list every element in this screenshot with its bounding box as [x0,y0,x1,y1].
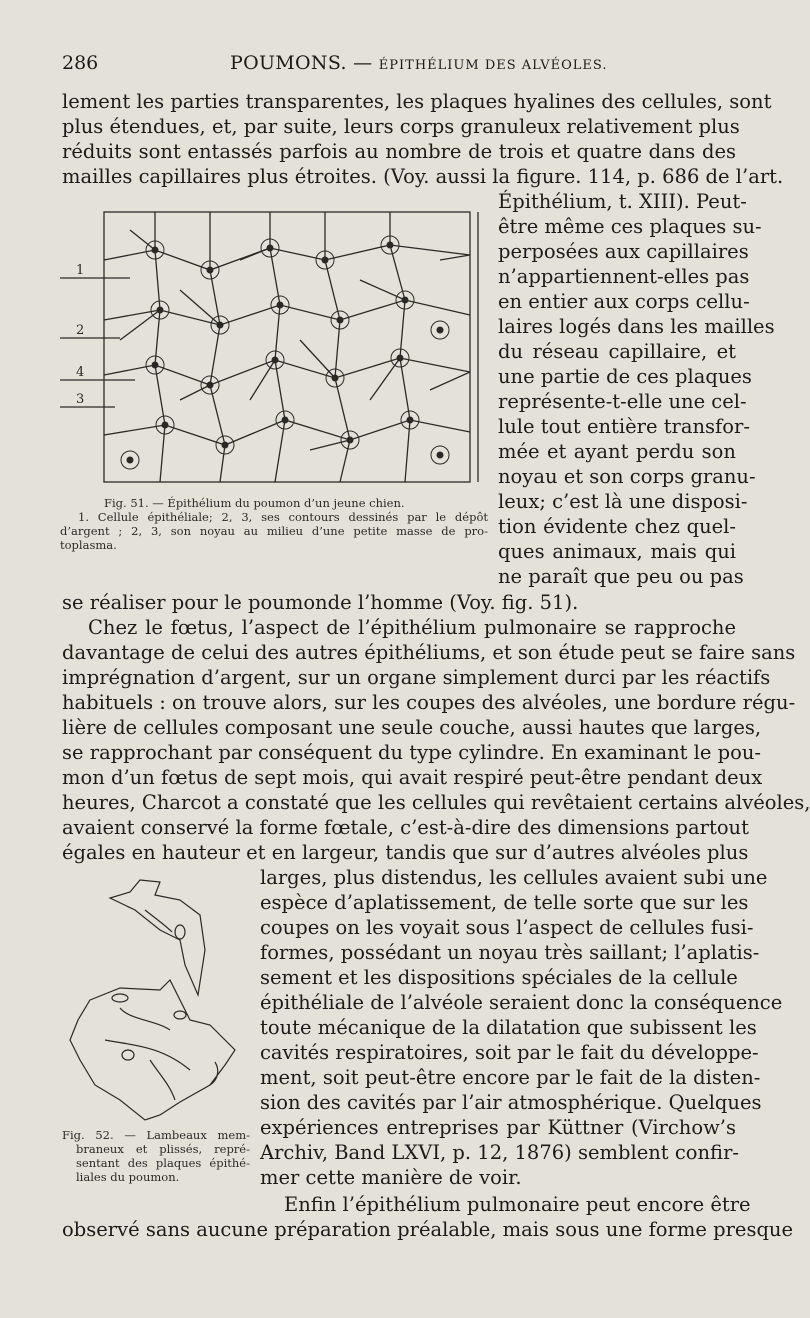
body-line: se réaliser pour le poumonde l’homme (Voy. fig. 51). [62,591,579,614]
running-header [62,52,738,82]
body-line: laires logés dans les mailles [498,315,775,338]
body-line: avaient conservé la forme fœtale, c’est-à-dire des dimensions partout [62,816,749,839]
body-line: noyau et son corps granu- [498,465,756,488]
fig51-caption-line: d’argent ; 2, 3, son noyau au milieu d’une petite masse de pro- [60,524,488,538]
fig51-network [104,212,470,482]
body-line: tion évidente chez quel- [498,515,736,538]
body-line: une partie de ces plaques [498,365,752,388]
body-line: toute mécanique de la dilatation que subissent les [260,1016,757,1039]
fig51-caption-line: toplasma. [60,538,117,552]
body-line: formes, possédant un noyau très saillant; l’aplatis- [260,941,760,964]
body-line: Enfin l’épithélium pulmonaire peut encore être [284,1193,751,1216]
body-line: ques animaux, mais qui [498,540,736,563]
body-line: du réseau capillaire, et [498,340,736,363]
body-line: Chez le fœtus, l’aspect de l’épithélium pulmonaire se rapproche [88,616,736,639]
fig51-cells [121,236,449,469]
figure-52-caption [62,1128,250,1184]
fig52-caption-line: braneux et plissés, repré- [76,1142,250,1156]
body-line: mon d’un fœtus de sept mois, qui avait respiré peut-être pendant deux [62,766,763,789]
fig51-label-4: 4 [76,365,85,380]
body-line: Archiv, Band LXVI, p. 12, 1876) semblent confir- [260,1141,739,1164]
body-line: perposées aux capillaires [498,240,749,263]
body-line: égales en hauteur et en largeur, tandis que sur d’autres alvéoles plus [62,841,749,864]
body-line: expériences entreprises par Küttner (Virchow’s [260,1116,736,1139]
fig51-caption-line: 1. Cellule épithéliale; 2, 3, ses contours dessinés par le dépôt [78,510,488,524]
body-line: leux; c’est là une disposi- [498,490,748,513]
body-line: sement et les dispositions spéciales de la cellule [260,966,738,989]
body-line: lule tout entière transfor- [498,415,750,438]
body-line: sion des cavités par l’air atmosphérique. Quelques [260,1091,762,1114]
body-line: ne paraît que peu ou pas [498,565,744,588]
figure-52-illustration [60,870,250,1130]
body-line: en entier aux corps cellu- [498,290,750,313]
fig51-label-2: 2 [76,323,85,338]
running-title [230,52,608,74]
body-line: n’appartiennent-elles pas [498,265,750,288]
body-line: espèce d’aplatissement, de telle sorte que sur les [260,891,749,914]
fig52-caption-line: sentant des plaques épithé- [76,1156,250,1170]
body-line: épithéliale de l’alvéole seraient donc la conséquence [260,991,783,1014]
body-line: Épithélium, t. XIII). Peut- [498,190,747,213]
body-line: mer cette manière de voir. [260,1166,522,1189]
figure-51-illustration [60,200,500,490]
body-line: imprégnation d’argent, sur un organe simplement durci par les réactifs [62,666,771,689]
body-line: heures, Charcot a constaté que les cellules qui revêtaient certains alvéoles, [62,791,810,814]
body-line: observé sans aucune préparation préalable, mais sous une forme presque [62,1218,794,1241]
body-line: ment, soit peut-être encore par le fait de la disten- [260,1066,761,1089]
body-line: mée et ayant perdu son [498,440,736,463]
body-line: se rapprochant par conséquent du type cylindre. En examinant le pou- [62,741,762,764]
fig52-caption-line: Fig. 52. — Lambeaux mem- [62,1128,250,1142]
body-line: habituels : on trouve alors, sur les coupes des alvéoles, une bordure régu- [62,691,796,714]
fig52-caption-line: liales du poumon. [76,1170,180,1184]
figure-51-caption [60,496,488,552]
body-line: réduits sont entassés parfois au nombre de trois et quatre dans des [62,140,736,163]
body-line: lement les parties transparentes, les plaques hyalines des cellules, sont [62,90,772,113]
fig51-caption-title: Fig. 51. — Épithélium du poumon d’un jeune chien. [104,496,405,510]
body-line: davantage de celui des autres épithéliums, et son étude peut se faire sans [62,641,796,664]
fig51-label-1: 1 [76,263,85,278]
body-line: larges, plus distendus, les cellules avaient subi une [260,866,768,889]
running-title-sub: ÉPITHÉLIUM DES ALVÉOLES. [378,58,608,73]
body-line: plus étendues, et, par suite, leurs corps granuleux relativement plus [62,115,740,138]
body-line: être même ces plaques su- [498,215,762,238]
body-line: lière de cellules composant une seule couche, aussi hautes que larges, [62,716,762,739]
running-title-main: POUMONS. — [230,52,373,74]
body-line: cavités respiratoires, soit par le fait du développe- [260,1041,759,1064]
fig51-label-3: 3 [76,392,85,407]
body-line: coupes on les voyait sous l’aspect de cellules fusi- [260,916,754,939]
page-number: 286 [62,52,99,74]
body-line: représente-t-elle une cel- [498,390,747,413]
body-line: mailles capillaires plus étroites. (Voy. aussi la figure. 114, p. 686 de l’art. [62,165,784,188]
